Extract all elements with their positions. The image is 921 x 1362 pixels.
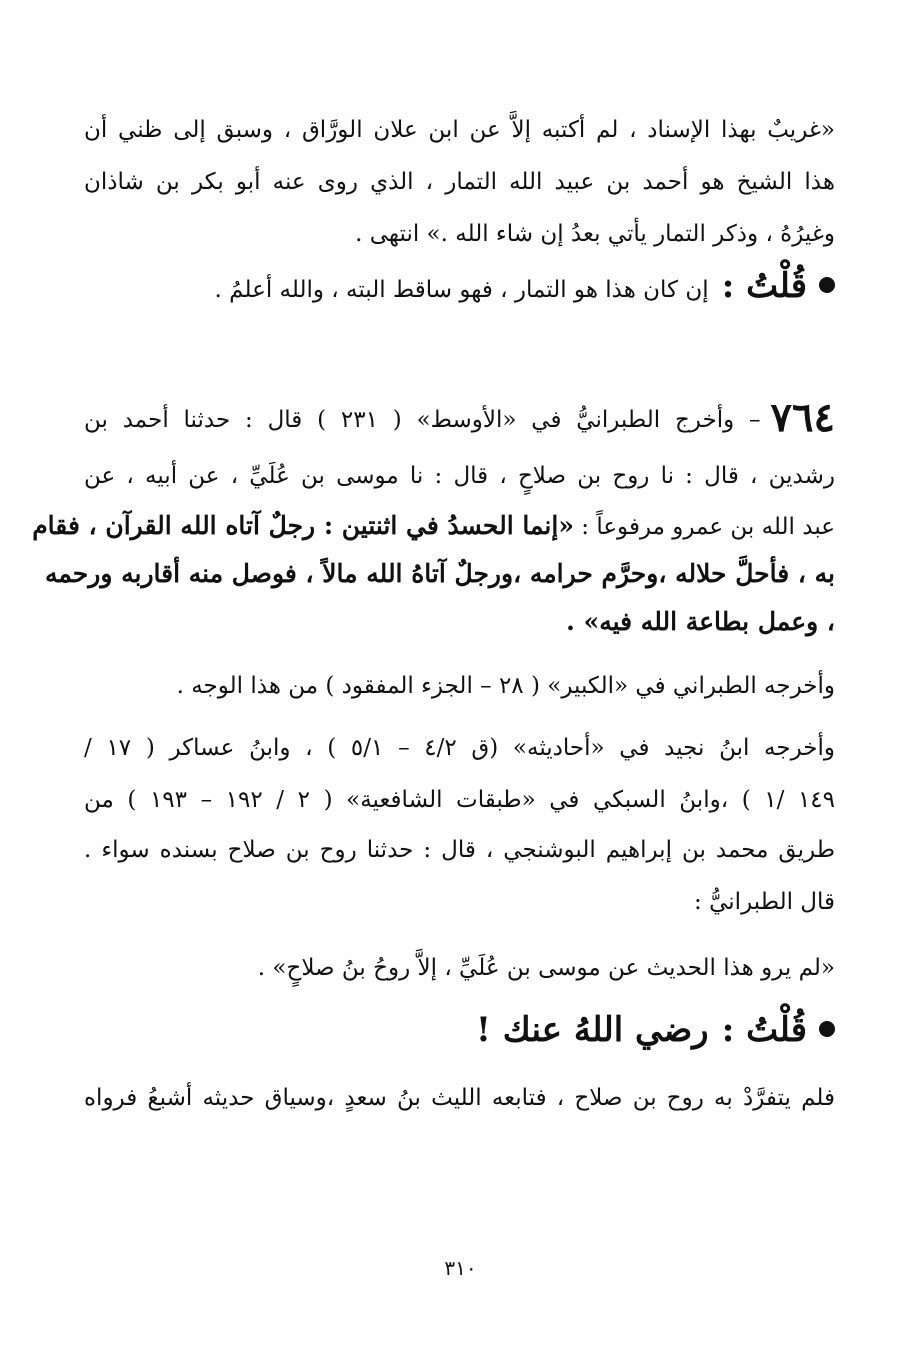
quote-line: «لم يرو هذا الحديث عن موسى بن عُلَيِّ ، إلاَّ روحُ بنُ صلاحٍ» . — [257, 955, 835, 981]
text-line: ١٤٩ /١ ) ،وابنُ السبكي في «طبقات الشافعية» ( ٢ / ١٩٢ – ١٩٣ ) من — [84, 787, 835, 813]
note-text: رضي اللهُ عنك ! — [476, 1010, 709, 1050]
text-line: رشدين ، قال : نا روح بن صلاحٍ ، قال : نا موسى بن عُلَيِّ ، عن أبيه ، عن — [84, 463, 835, 489]
text-line: وغيرُهُ ، وذكر التمار يأتي بعدُ إن شاء الله .» انتهى . — [355, 221, 835, 247]
text-line: «غريبٌ بهذا الإسناد ، لم أكتبه إلاَّ عن ابن علان الورَّاق ، وسبق إلى ظني أن — [84, 117, 835, 143]
page — [32, 0, 835, 1362]
hadith-first-line — [84, 392, 835, 446]
hadith-chain-text: عبد الله بن عمرو مرفوعاً : — [581, 514, 835, 540]
hadith-matn-text: «إنما الحسدُ في اثنتين : رجلٌ آتاه الله القرآن ، فقام — [32, 511, 574, 540]
hadith-line-3 — [32, 506, 835, 547]
page-number: ٣١٠ — [444, 1256, 477, 1280]
text-line: هذا الشيخ هو أحمد بن عبيد الله التمار ، الذي روى عنه أبو بكر بن شاذان — [84, 169, 835, 195]
note-line — [84, 1000, 835, 1066]
bullet-icon — [819, 1021, 835, 1037]
hadith-matn-line: به ، فأحلَّ حلاله ،وحرَّم حرامه ،ورجلٌ آتاهُ الله مالاً ، فوصل منه أقاربه ورحمه — [44, 559, 835, 588]
bullet-icon — [819, 277, 835, 293]
hadith-number: ٧٦٤ — [770, 394, 835, 441]
text-line: وأخرجه الطبراني في «الكبير» ( ٢٨ – الجزء المفقود ) من هذا الوجه . — [176, 673, 835, 699]
note-label: قُلْتُ : — [721, 1010, 807, 1050]
hadith-text: – وأخرج الطبرانيُّ في «الأوسط» ( ٢٣١ ) قال : حدثنا أحمد بن — [84, 407, 761, 433]
note-label: قُلْتُ : — [721, 266, 807, 306]
note-line — [84, 262, 835, 316]
text-line: طريق محمد بن إبراهيم البوشنجي ، قال : حدثنا روح بن صلاح بسنده سواء . — [84, 837, 835, 863]
hadith-matn-line: ، وعمل بطاعة الله فيه» . — [566, 607, 835, 636]
text-line: قال الطبرانيُّ : — [694, 889, 835, 915]
note-text: إن كان هذا هو التمار ، فهو ساقط البته ، والله أعلمُ . — [214, 277, 709, 303]
text-line: فلم يتفرَّدْ به روح بن صلاح ، فتابعه الليث بنُ سعدٍ ،وسياق حديثه أشبعُ فرواه — [84, 1085, 835, 1111]
text-line: وأخرجه ابنُ نجيد في «أحاديثه» (ق ٤/٢ – ٥/١ ) ، وابنُ عساكر ( ١٧ / — [84, 735, 835, 761]
